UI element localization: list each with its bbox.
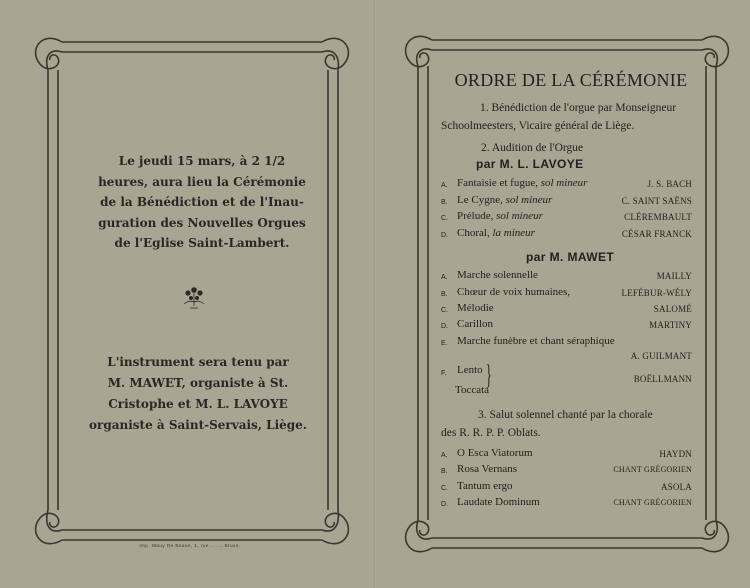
item-composer: LEFÉBUR-WÉLY: [621, 288, 692, 298]
item-title: O Esca Viatorum: [457, 447, 533, 459]
item-title: Mélodie: [457, 302, 494, 314]
floral-ornament-icon: [178, 284, 210, 312]
brace-icon: }: [485, 360, 492, 391]
section3-line1: 3. Salut solennel chanté par la chorale: [478, 409, 653, 421]
section1-line1: 1. Bénédiction de l'orgue par Monseigneur: [480, 102, 677, 114]
item-title: Chœur de voix humaines,: [457, 286, 571, 298]
item-letter: A.: [441, 452, 448, 459]
intro-line: de l'Eglise Saint-Lambert.: [114, 236, 290, 250]
item-letter: D.: [441, 232, 448, 239]
intro-line: heures, aura lieu la Cérémonie: [98, 174, 306, 189]
item-title: Laudate Dominum: [457, 496, 540, 508]
item-composer: MAILLY: [656, 271, 692, 281]
item-composer: BOËLLMANN: [633, 374, 692, 384]
printer-credit: Imp. Wauy De Beaue, 1, rue ......, Bruxe.: [139, 543, 241, 548]
item-title: Choral, la mineur: [457, 227, 535, 239]
item-composer: CHANT GRÉGORIEN: [613, 465, 692, 474]
item-composer: CLÉREMBAULT: [624, 212, 692, 222]
item-letter: C.: [441, 307, 448, 314]
item-title: Carillon: [457, 318, 494, 330]
item-composer: CÉSAR FRANCK: [621, 229, 692, 239]
item-composer: MARTINY: [649, 320, 692, 330]
item-letter: A.: [441, 274, 448, 281]
mawet-heading: par M. MAWET: [526, 250, 615, 264]
item-letter: B.: [441, 199, 448, 206]
item-title: Marche solennelle: [457, 269, 538, 281]
instrument-line: M. MAWET, organiste à St.: [107, 376, 289, 390]
item-letter: B.: [441, 291, 448, 298]
item-title: Marche funèbre et chant séraphique: [457, 335, 615, 347]
item-title: Le Cygne, sol mineur: [457, 194, 553, 206]
item-composer: HAYDN: [659, 449, 692, 459]
item-composer: A. GUILMANT: [630, 351, 692, 361]
item-letter: F.: [441, 370, 447, 377]
intro-line: guration des Nouvelles Orgues: [98, 215, 306, 230]
item-title: Tantum ergo: [457, 480, 513, 492]
section1-line2: Schoolmeesters, Vicaire général de Liège.: [441, 120, 635, 132]
intro-line: de la Bénédiction et de l'Inau-: [100, 195, 304, 209]
item-title-secondary: Toccata: [455, 384, 490, 396]
item-letter: D.: [441, 323, 448, 330]
item-composer: ASOLA: [660, 482, 692, 492]
instrument-line: Cristophe et M. L. LAVOYE: [108, 397, 288, 411]
item-letter: C.: [441, 485, 448, 492]
item-letter: B.: [441, 468, 448, 475]
section2-line1: 2. Audition de l'Orgue: [481, 142, 584, 154]
item-letter: C.: [441, 215, 448, 222]
instrument-line: organiste à Saint-Servais, Liège.: [89, 418, 307, 432]
section2-heading: par M. L. LAVOYE: [476, 157, 584, 171]
item-composer: SALOMÉ: [653, 304, 692, 314]
page-title: ORDRE DE LA CÉRÉMONIE: [454, 70, 688, 90]
item-title: Rosa Vernans: [457, 463, 517, 475]
item-letter: D.: [441, 501, 448, 508]
instrument-line: L'instrument sera tenu par: [107, 355, 289, 369]
item-letter: A.: [441, 182, 448, 189]
item-title: Lento: [457, 364, 483, 376]
item-composer: J. S. BACH: [647, 179, 692, 189]
item-letter: E.: [441, 340, 448, 347]
item-composer: C. SAINT SAËNS: [621, 196, 692, 206]
item-composer: CHANT GRÉGORIEN: [613, 498, 692, 507]
item-title: Prélude, sol mineur: [457, 210, 543, 222]
intro-line: Le jeudi 15 mars, à 2 1/2: [118, 154, 286, 168]
item-title: Fantaisie et fugue, sol mineur: [457, 177, 588, 189]
instrument-paragraph: [78, 352, 318, 436]
section3-line2: des R. R. P. P. Oblats.: [441, 427, 541, 439]
intro-paragraph: [92, 151, 312, 254]
